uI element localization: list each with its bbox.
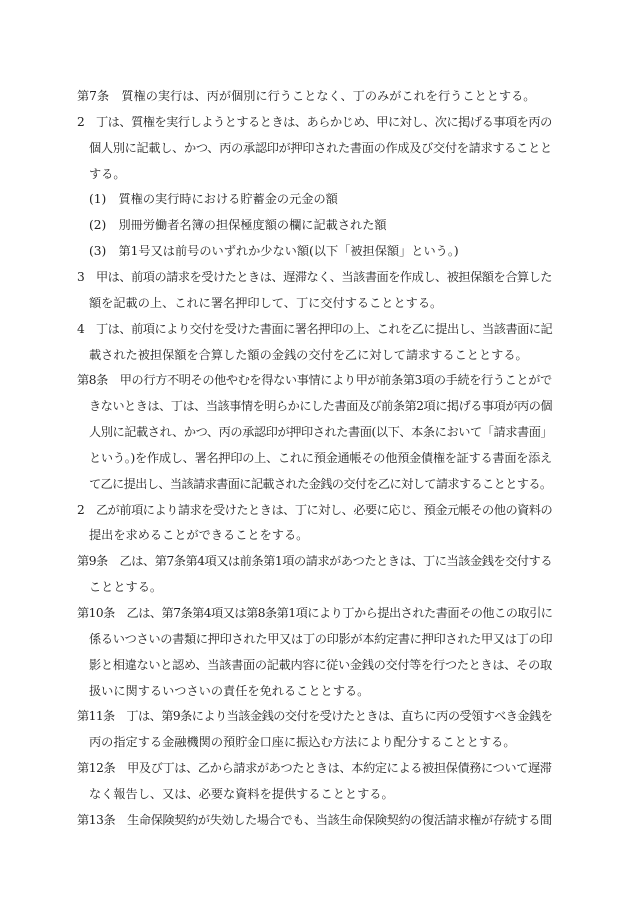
- continuation-line: 個人別に記載し、かつ、丙の承認印が押印された書面の作成及び交付を請求することと: [89, 140, 552, 155]
- clause-line: 第8条 甲の行方不明その他やむを得ない事情により甲が前条第3項の手続を行うことがで: [77, 373, 552, 388]
- clause-line: 第13条 生命保険契約が失効した場合でも、当該生命保険契約の復活請求権が存続する間: [77, 812, 552, 827]
- continuation-line: という。)を作成し、署名押印の上、これに預金通帳その他預金債権を証する書面を添え: [89, 450, 552, 465]
- continuation-line: て乙に提出し、当該請求書面に記載された金銭の交付を乙に対して請求することとする。: [89, 476, 552, 491]
- list-item-line: (2) 別冊労働者名簿の担保極度額の欄に記載された額: [89, 218, 387, 233]
- continuation-line: する。: [89, 166, 126, 181]
- continuation-line: 人別に記載され、かつ、丙の承認印が押印された書面(以下、本条において「請求書面」: [89, 425, 553, 440]
- continuation-line: きないときは、丁は、当該事情を明らかにした書面及び前条第2項に掲げる事項が丙の個: [89, 399, 553, 414]
- continuation-line: なく報告し、又は、必要な資料を提供することとする。: [89, 786, 394, 801]
- list-item-line: (3) 第1号又は前号のいずれか少ない額(以下「被担保額」という。): [89, 244, 459, 259]
- continuation-line: こととする。: [89, 580, 163, 595]
- clause-line: 第7条 質権の実行は、丙が個別に行うことなく、丁のみがこれを行うこととする。: [77, 89, 536, 103]
- continuation-line: 提出を求めることができることをする。: [89, 528, 309, 543]
- continuation-line: 載された被担保額を合算した額の金銭の交付を乙に対して請求することとする。: [89, 347, 528, 362]
- clause-line: 2 乙が前項により請求を受けたときは、丁に対し、必要に応じ、預金元帳その他の資料の: [77, 502, 553, 517]
- clause-line: 第11条 丁は、第9条により当該金銭の交付を受けたときは、直ちに丙の受領すべき金銭を: [77, 709, 553, 724]
- continuation-line: 丙の指定する金融機関の預貯金口座に振込む方法により配分することとする。: [89, 735, 516, 750]
- clause-line: 3 甲は、前項の請求を受けたときは、遅滞なく、当該書面を作成し、被担保額を合算した: [77, 269, 553, 284]
- clause-line: 第12条 甲及び丁は、乙から請求があつたときは、本約定による被担保債務について遅滞: [77, 761, 552, 776]
- clause-line: 2 丁は、質権を実行しようとするときは、あらかじめ、甲に対し、次に掲げる事項を丙の: [77, 114, 552, 129]
- list-item-line: (1) 質権の実行時における貯蓄金の元金の額: [89, 192, 338, 207]
- clause-line: 第10条 乙は、第7条第4項又は第8条第1項により丁から提出された書面その他この取引に: [77, 606, 553, 620]
- continuation-line: 扱いに関するいつさいの責任を免れることとする。: [89, 683, 370, 698]
- clause-line: 4 丁は、前項により交付を受けた書面に署名押印の上、これを乙に提出し、当該書面に記: [77, 321, 553, 336]
- clause-line: 第9条 乙は、第7条第4項又は前条第1項の請求があつたときは、丁に当該金銭を交付する: [77, 554, 553, 569]
- continuation-line: 影と相違ないと認め、当該書面の記載内容に従い金銭の交付等を行つたときは、その取: [89, 657, 552, 672]
- continuation-line: 額を記載の上、これに署名押印して、丁に交付することとする。: [89, 295, 443, 310]
- continuation-line: 係るいつさいの書類に押印された甲又は丁の印影が本約定書に押印された甲又は丁の印: [89, 631, 553, 646]
